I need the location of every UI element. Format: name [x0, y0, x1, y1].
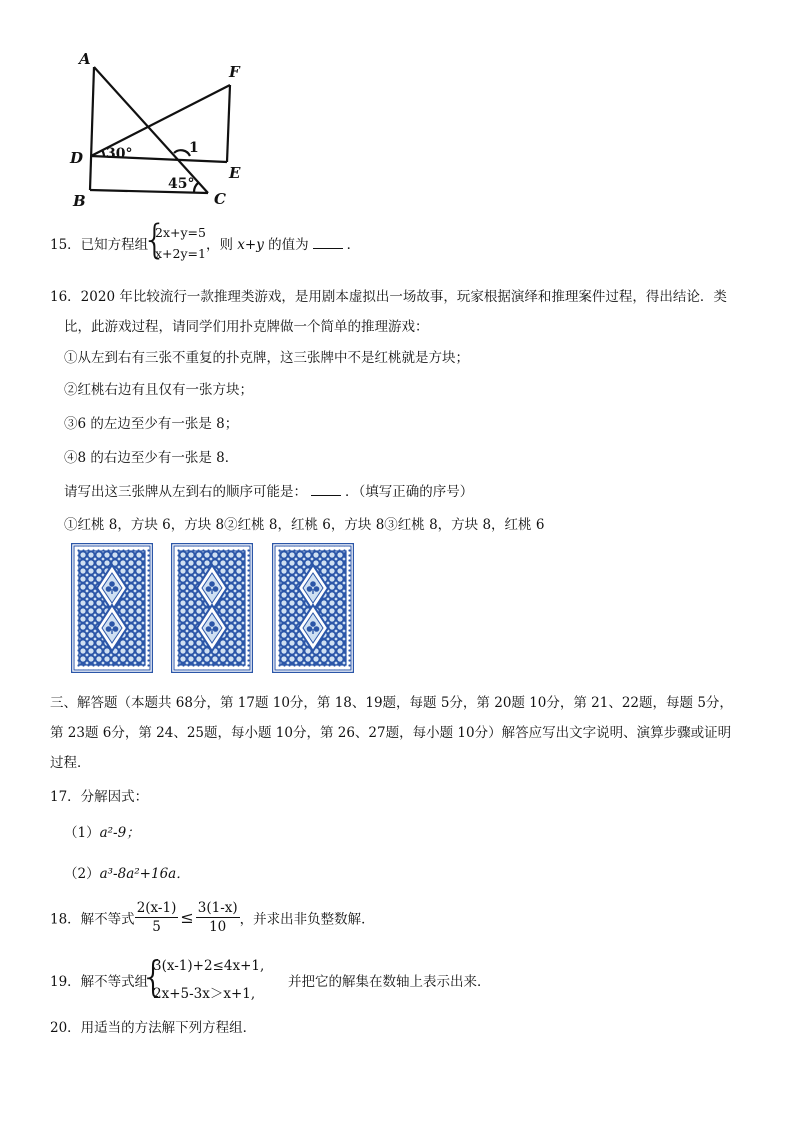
- angle-30-label: 30°: [106, 146, 133, 162]
- playing-card-back-3: [272, 543, 354, 673]
- q15-suffix2: 的值为: [263, 237, 309, 253]
- q18-prefix: 18．解不等式: [50, 911, 135, 928]
- q16-condition-2: ②红桃右边有且仅有一张方块；: [64, 382, 253, 398]
- q16-ask-prefix: 请写出这三张牌从左到右的顺序可能是：: [64, 484, 307, 500]
- q17-title: 17．分解因式：: [50, 789, 149, 805]
- q17-part1-label: （1）: [64, 825, 100, 841]
- q18-numerator-right: 3(1-x): [197, 900, 238, 916]
- q15-answer-blank[interactable]: [313, 236, 343, 249]
- q15-expr: x+y: [237, 237, 264, 253]
- q16-line2: 比，此游戏过程，请同学们用扑克牌做一个简单的推理游戏：: [64, 319, 429, 335]
- playing-card-back-1: [71, 543, 153, 673]
- section3-line2: 第 23题 6分，第 24、25题，每小题 10分，第 26、27题，每小题 10分）解答应写出文字说明、演算步骤或证明: [50, 725, 732, 741]
- q17-part1-expr: a²-9；: [99, 825, 140, 841]
- q17-part2-label: （2）: [64, 866, 100, 882]
- section3-line3: 过程．: [50, 755, 91, 771]
- q15-eq2: x+2y=1: [155, 246, 206, 261]
- q18-denominator-right: 10: [209, 919, 227, 935]
- q16-condition-4: ④8 的右边至少有一张是 8．: [64, 450, 239, 466]
- q17-part1: [64, 821, 140, 841]
- q16-ask: [64, 480, 473, 500]
- label-F: F: [229, 63, 240, 81]
- q20: 20．用适当的方法解下列方程组．: [50, 1020, 257, 1036]
- q16-line1: 16．2020 年比较流行一款推理类游戏，是用剧本虚拟出一场故事，玩家根据演绎和推理案件过程，得出结论．类: [50, 289, 727, 305]
- q18-operator: ≤: [180, 908, 194, 927]
- q17-part2-expr: a³-8a²+16a．: [99, 866, 190, 882]
- q19-suffix: 并把它的解集在数轴上表示出来．: [288, 974, 491, 990]
- q16-condition-3: ③6 的左边至少有一张是 8；: [64, 416, 239, 432]
- angle-45-label: 45°: [168, 176, 195, 192]
- label-A: A: [79, 50, 91, 68]
- q18: [50, 899, 375, 936]
- q18-denominator-left: 5: [152, 919, 161, 935]
- q19-eq2: 2x+5-3x＞x+1,: [153, 986, 256, 1002]
- label-D: D: [70, 149, 84, 167]
- label-E: E: [229, 164, 241, 182]
- q18-numerator-left: 2(x-1): [136, 900, 177, 916]
- label-B: B: [73, 192, 86, 210]
- q15-suffix3: ．: [346, 237, 361, 253]
- q18-fraction-left: [135, 899, 179, 936]
- angle-1-label: 1: [189, 140, 199, 156]
- q17-part2: [64, 862, 190, 882]
- q15: [50, 233, 148, 253]
- section3-line1: 三、解答题（本题共 68分，第 17题 10分，第 18、19题，每题 5分，第 20题 10分，第 21、22题，每题 5分，: [50, 695, 733, 711]
- q15-suffix1: ，则: [206, 237, 238, 253]
- q15-tail: [206, 233, 360, 253]
- q19-prefix: 19．解不等式组: [50, 974, 149, 990]
- q16-answer-blank[interactable]: [311, 483, 341, 496]
- label-C: C: [214, 190, 226, 208]
- q18-fraction-right: [196, 899, 240, 936]
- q16-ask-suffix: ．（填写正确的序号）: [345, 484, 474, 500]
- q15-prefix: 15．已知方程组: [50, 237, 149, 253]
- q19-brace: {: [140, 952, 167, 1001]
- q19-eq1: 3(x-1)+2≤4x+1,: [153, 958, 265, 974]
- q15-brace: {: [142, 217, 168, 263]
- q16-condition-1: ①从左到右有三张不重复的扑克牌，这三张牌中不是红桃就是方块；: [64, 350, 469, 366]
- playing-card-back-2: [171, 543, 253, 673]
- q16-options: ①红桃 8，方块 6，方块 8②红桃 8，红桃 6，方块 8③红桃 8，方块 8，红桃 6: [64, 517, 545, 533]
- q15-eq1: 2x+y=5: [155, 225, 206, 240]
- q18-suffix: ，并求出非负整数解．: [239, 911, 375, 928]
